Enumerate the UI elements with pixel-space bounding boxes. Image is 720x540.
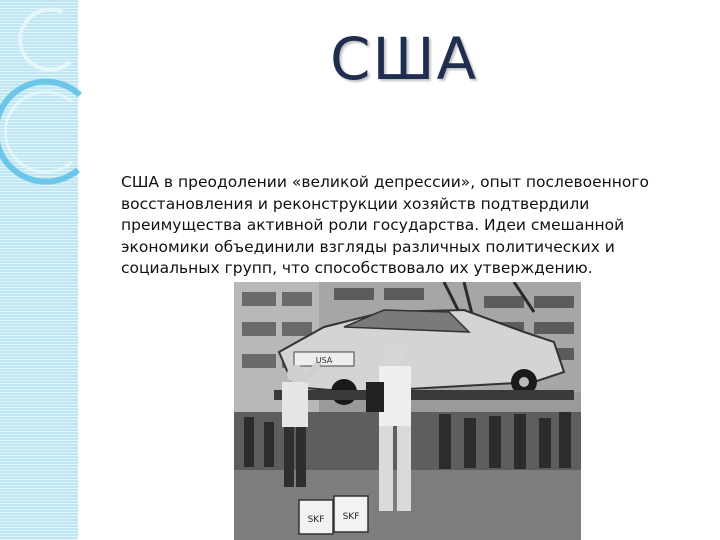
license-plate: USA [315, 356, 333, 365]
oil-cans [299, 496, 368, 534]
ring-arc-large-inner [6, 92, 72, 172]
can-left-label: SKF [307, 515, 325, 525]
photo-illustration [234, 282, 581, 540]
lift-platform [274, 390, 574, 400]
decorative-rings [0, 0, 110, 200]
can-right-label: SKF [342, 512, 360, 522]
slide-title: США [330, 25, 479, 93]
ring-arc-small [20, 10, 70, 70]
photo-car-lifted [234, 282, 581, 540]
slide-body-text: США в преодолении «великой депрессии», опыт послевоенного восстановления и реконструкции хозяйств подтвердили преимущества активной роли государства. Идеи смешанной экономики объединили взгляды различных политических и социальных групп, что способствовало их утверждению. [121, 173, 650, 277]
